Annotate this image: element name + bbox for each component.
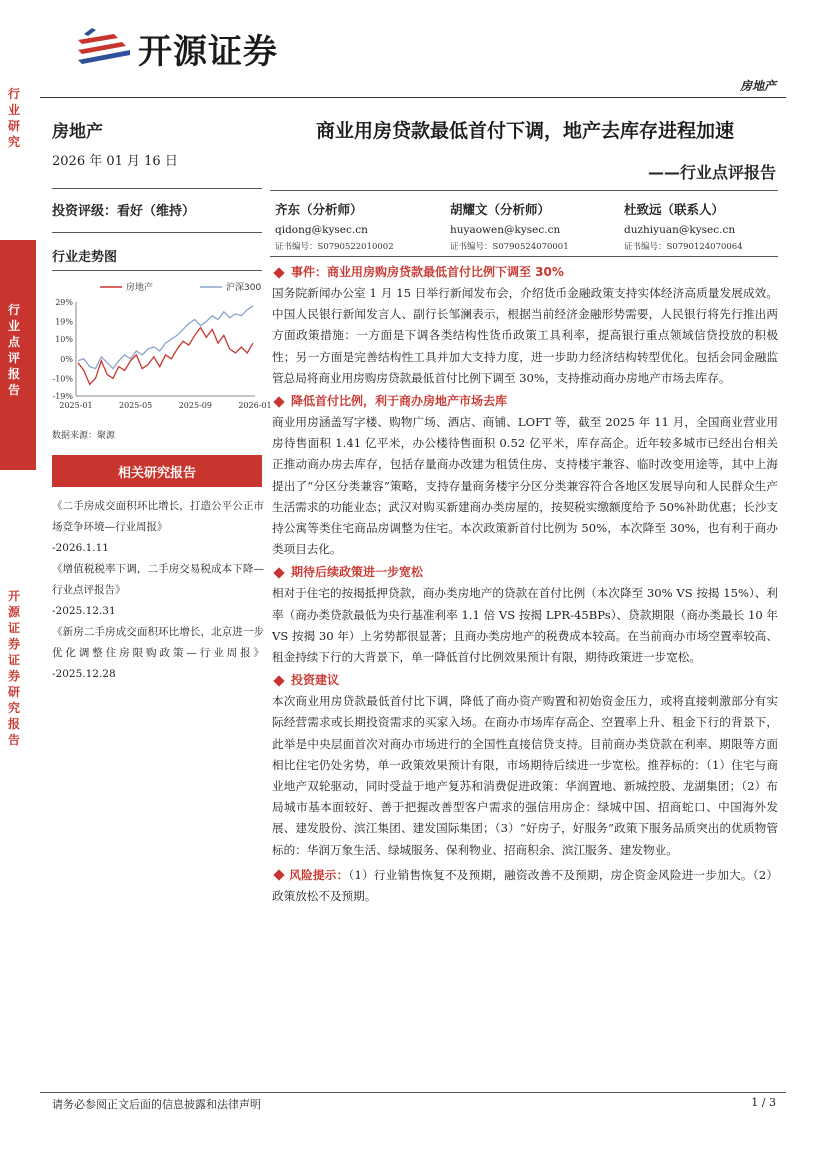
related-report-date: -2025.12.28 bbox=[52, 668, 116, 680]
x-tick-label: 2025-01 bbox=[59, 401, 93, 410]
section-heading bbox=[272, 262, 778, 283]
footer-divider bbox=[40, 1092, 786, 1093]
trend-title: 行业走势图 bbox=[52, 250, 118, 265]
title-divider bbox=[270, 190, 778, 191]
series-line-1 bbox=[78, 306, 253, 369]
section-heading-text: 降低首付比例，利于商办房地产市场去库 bbox=[291, 394, 508, 409]
section-paragraph: 商业用房涵盖写字楼、购物广场、酒店、商铺、LOFT 等，截至 2025 年 11 月，全国商业营业用房待售面积 1.41 亿平米，办公楼待售面积 0.52 亿平米，库存高企。近年较多城市已经出台相关正推动商办房去库存，包括存量商办改建为租赁住房、支持楼宇兼容、临时改变用途等，其中上海提出了“分区分类兼容”策略，支持存量商务楼宇分区分类兼容符合各地区发展导向和人民群众生产生活需求的功能业态；武汉对购买新建商办类房屋的，按契税实缴额度给予 50%补助优惠；长沙支持公寓等类住宅商品房调整为住宅。本次政策新首付比例为 50%，本次降至 30%，也有利于商办类项目去化。 bbox=[272, 415, 778, 557]
y-tick-label: 0% bbox=[60, 354, 73, 364]
left-divider-2 bbox=[52, 232, 262, 233]
side-band-bottom bbox=[0, 470, 36, 1169]
analyst-card bbox=[450, 200, 630, 252]
side-band-top bbox=[0, 80, 36, 240]
investment-rating: 投资评级：看好（维持） bbox=[52, 204, 196, 219]
side-band-middle bbox=[0, 240, 36, 470]
brand-name: 开源证券 bbox=[138, 31, 278, 72]
brand-logo bbox=[74, 26, 278, 70]
analyst-name: 胡耀文（分析师） bbox=[450, 202, 551, 217]
legend-label: 沪深300 bbox=[226, 283, 262, 293]
analyst-divider bbox=[270, 256, 778, 257]
related-report-title: 《二手房成交面积环比增长，打造公平公正市场竞争环境—行业周报》 bbox=[52, 500, 264, 533]
analyst-name: 杜致远（联系人） bbox=[624, 202, 725, 217]
analyst-email[interactable]: huyaowen@kysec.cn bbox=[450, 224, 561, 236]
diamond-bullet-icon bbox=[273, 267, 284, 278]
list-item[interactable] bbox=[52, 496, 264, 559]
left-divider-1 bbox=[52, 188, 262, 189]
analyst-card bbox=[624, 200, 804, 252]
list-item[interactable] bbox=[52, 559, 264, 622]
analyst-card bbox=[275, 200, 455, 252]
section-heading bbox=[272, 670, 778, 691]
related-reports-list bbox=[52, 496, 264, 685]
industry-trend-chart bbox=[50, 278, 272, 418]
report-body bbox=[272, 260, 778, 907]
y-tick-label: -19% bbox=[52, 392, 73, 401]
legend-label: 房地产 bbox=[126, 283, 154, 293]
risk-text: （1）行业销售恢复不及预期，融资改善不及预期，房企资金风险进一步加大。（2）政策放松不及预期。 bbox=[272, 867, 778, 904]
related-report-date: -2025.12.31 bbox=[52, 605, 116, 617]
related-report-date: -2026.1.11 bbox=[52, 542, 109, 554]
report-title: 商业用房贷款最低首付下调，地产去库存进程加速 bbox=[315, 120, 734, 142]
analyst-cert: 证书编号：S0790522010002 bbox=[275, 242, 394, 252]
report-subtitle: ——行业点评报告 bbox=[647, 163, 776, 182]
diamond-bullet-icon bbox=[273, 675, 284, 686]
diamond-bullet-icon bbox=[273, 396, 284, 407]
x-tick-label: 2025-05 bbox=[119, 401, 153, 410]
x-tick-label: 2025-09 bbox=[178, 401, 212, 410]
list-item[interactable] bbox=[52, 622, 264, 685]
section-heading bbox=[272, 562, 778, 583]
analyst-cert: 证书编号：S0790124070064 bbox=[624, 242, 743, 252]
header-sector-tag: 房地产 bbox=[739, 79, 776, 93]
section-heading-text: 期待后续政策进一步宽松 bbox=[291, 565, 424, 580]
analyst-email[interactable]: duzhiyuan@kysec.cn bbox=[624, 224, 736, 236]
y-tick-label: -10% bbox=[52, 374, 73, 384]
related-report-title: 《新房二手房成交面积环比增长，北京进一步优化调整住房限购政策—行业周报》 bbox=[52, 626, 264, 659]
analyst-email[interactable]: qidong@kysec.cn bbox=[275, 224, 368, 236]
report-date: 2026 年 01 月 16 日 bbox=[52, 154, 178, 169]
section-heading bbox=[272, 391, 778, 412]
y-tick-label: 29% bbox=[55, 298, 73, 307]
side-band-top-text: 行业研究 bbox=[8, 87, 21, 149]
chart-source: 数据来源：聚源 bbox=[52, 431, 116, 441]
left-sector: 房地产 bbox=[52, 122, 103, 142]
section-paragraph: 国务院新闻办公室 1 月 15 日举行新闻发布会，介绍货币金融政策支持实体经济高质量发展成效。中国人民银行新闻发言人、副行长邹澜表示，根据当前经济金融形势需要，人民银行将先行推出两方面政策措施：一方面是下调各类结构性货币政策工具利率，提高银行重点领域信贷投放的积极性；另一方面是完善结构性工具并加大支持力度，进一步助力经济结构转型优化。包括会同金融监管总局将商业用房购房贷款最低首付比例下调至 30%，支持推动商办房地产市场去库存。 bbox=[272, 286, 778, 385]
section-paragraph: 本次商业用房贷款最低首付比下调，降低了商办资产购置和初始资金压力，或将直接刺激部分有实际经营需求或长期投资需求的买家入场。在商办市场库存高企、空置率上升、租金下行的背景下，此举是中央层面首次对商办市场进行的全国性直接信贷支持。目前商办类贷款在利率、期限等方面相比住宅仍处劣势，单一政策效果预计有限，市场期待后续进一步宽松。推荐标的：（1）住宅与商业地产双轮驱动，同时受益于地产复苏和消费促进政策：华润置地、新城控股、龙湖集团；（2）布局城市基本面较好、善于把握改善型客户需求的强信用房企：绿城中国、招商蛇口、中国海外发展、建发股份、滨江集团、建发国际集团；（3）“好房子，好服务”政策下服务品质突出的优质物管标的：华润万象生活、绿城服务、保利物业、招商积余、滨江服务、建发物业。 bbox=[272, 694, 778, 857]
y-tick-label: 19% bbox=[55, 317, 73, 327]
section-heading-text: 投资建议 bbox=[291, 673, 340, 688]
related-report-title: 《增值税税率下调，二手房交易税成本下降—行业点评报告》 bbox=[52, 563, 264, 596]
header-divider bbox=[40, 97, 786, 98]
diamond-bullet-icon bbox=[273, 567, 284, 578]
trend-chart-svg bbox=[50, 278, 272, 418]
side-band-bottom-text: 开源证券 证券研究报告 bbox=[8, 589, 21, 747]
side-band-middle-text: 行业点评报告 bbox=[8, 303, 21, 397]
diamond-bullet-icon bbox=[273, 869, 284, 880]
page-number: 1 / 3 bbox=[751, 1096, 776, 1109]
analyst-cert: 证书编号：S0790524070001 bbox=[450, 242, 569, 252]
related-reports-header: 相关研究报告 bbox=[52, 455, 262, 487]
risk-label: 风险提示： bbox=[289, 867, 349, 882]
series-line-0 bbox=[78, 328, 253, 385]
footer-disclaimer[interactable]: 请务必参阅正文后面的信息披露和法律声明 bbox=[52, 1098, 261, 1111]
section-paragraph: 相对于住宅的按揭抵押贷款，商办类房地产的贷款在首付比例（本次降至 30% VS 按揭 15%）、利率（商办类贷款最低为央行基准利率 1.1 倍 VS 按揭 LPR-45BPs）、贷款期限（商办类最长 10 年 VS 按揭 30 年）上劣势都很显著；且商办类房地产的税费成本较高。在当前商办市场空置率较高、租金持续下行的大背景下，单一降低首付比例效果预计有限，期待政策进一步宽松。 bbox=[272, 586, 778, 665]
y-tick-label: 10% bbox=[55, 335, 73, 345]
risk-paragraph bbox=[272, 865, 778, 907]
logo-mark-icon bbox=[74, 26, 132, 70]
section-heading-text: 事件：商业用房购房贷款最低首付比例下调至 30% bbox=[291, 265, 564, 279]
left-divider-3 bbox=[52, 270, 262, 271]
analyst-name: 齐东（分析师） bbox=[275, 202, 363, 217]
x-tick-label: 2026-01 bbox=[238, 401, 272, 410]
